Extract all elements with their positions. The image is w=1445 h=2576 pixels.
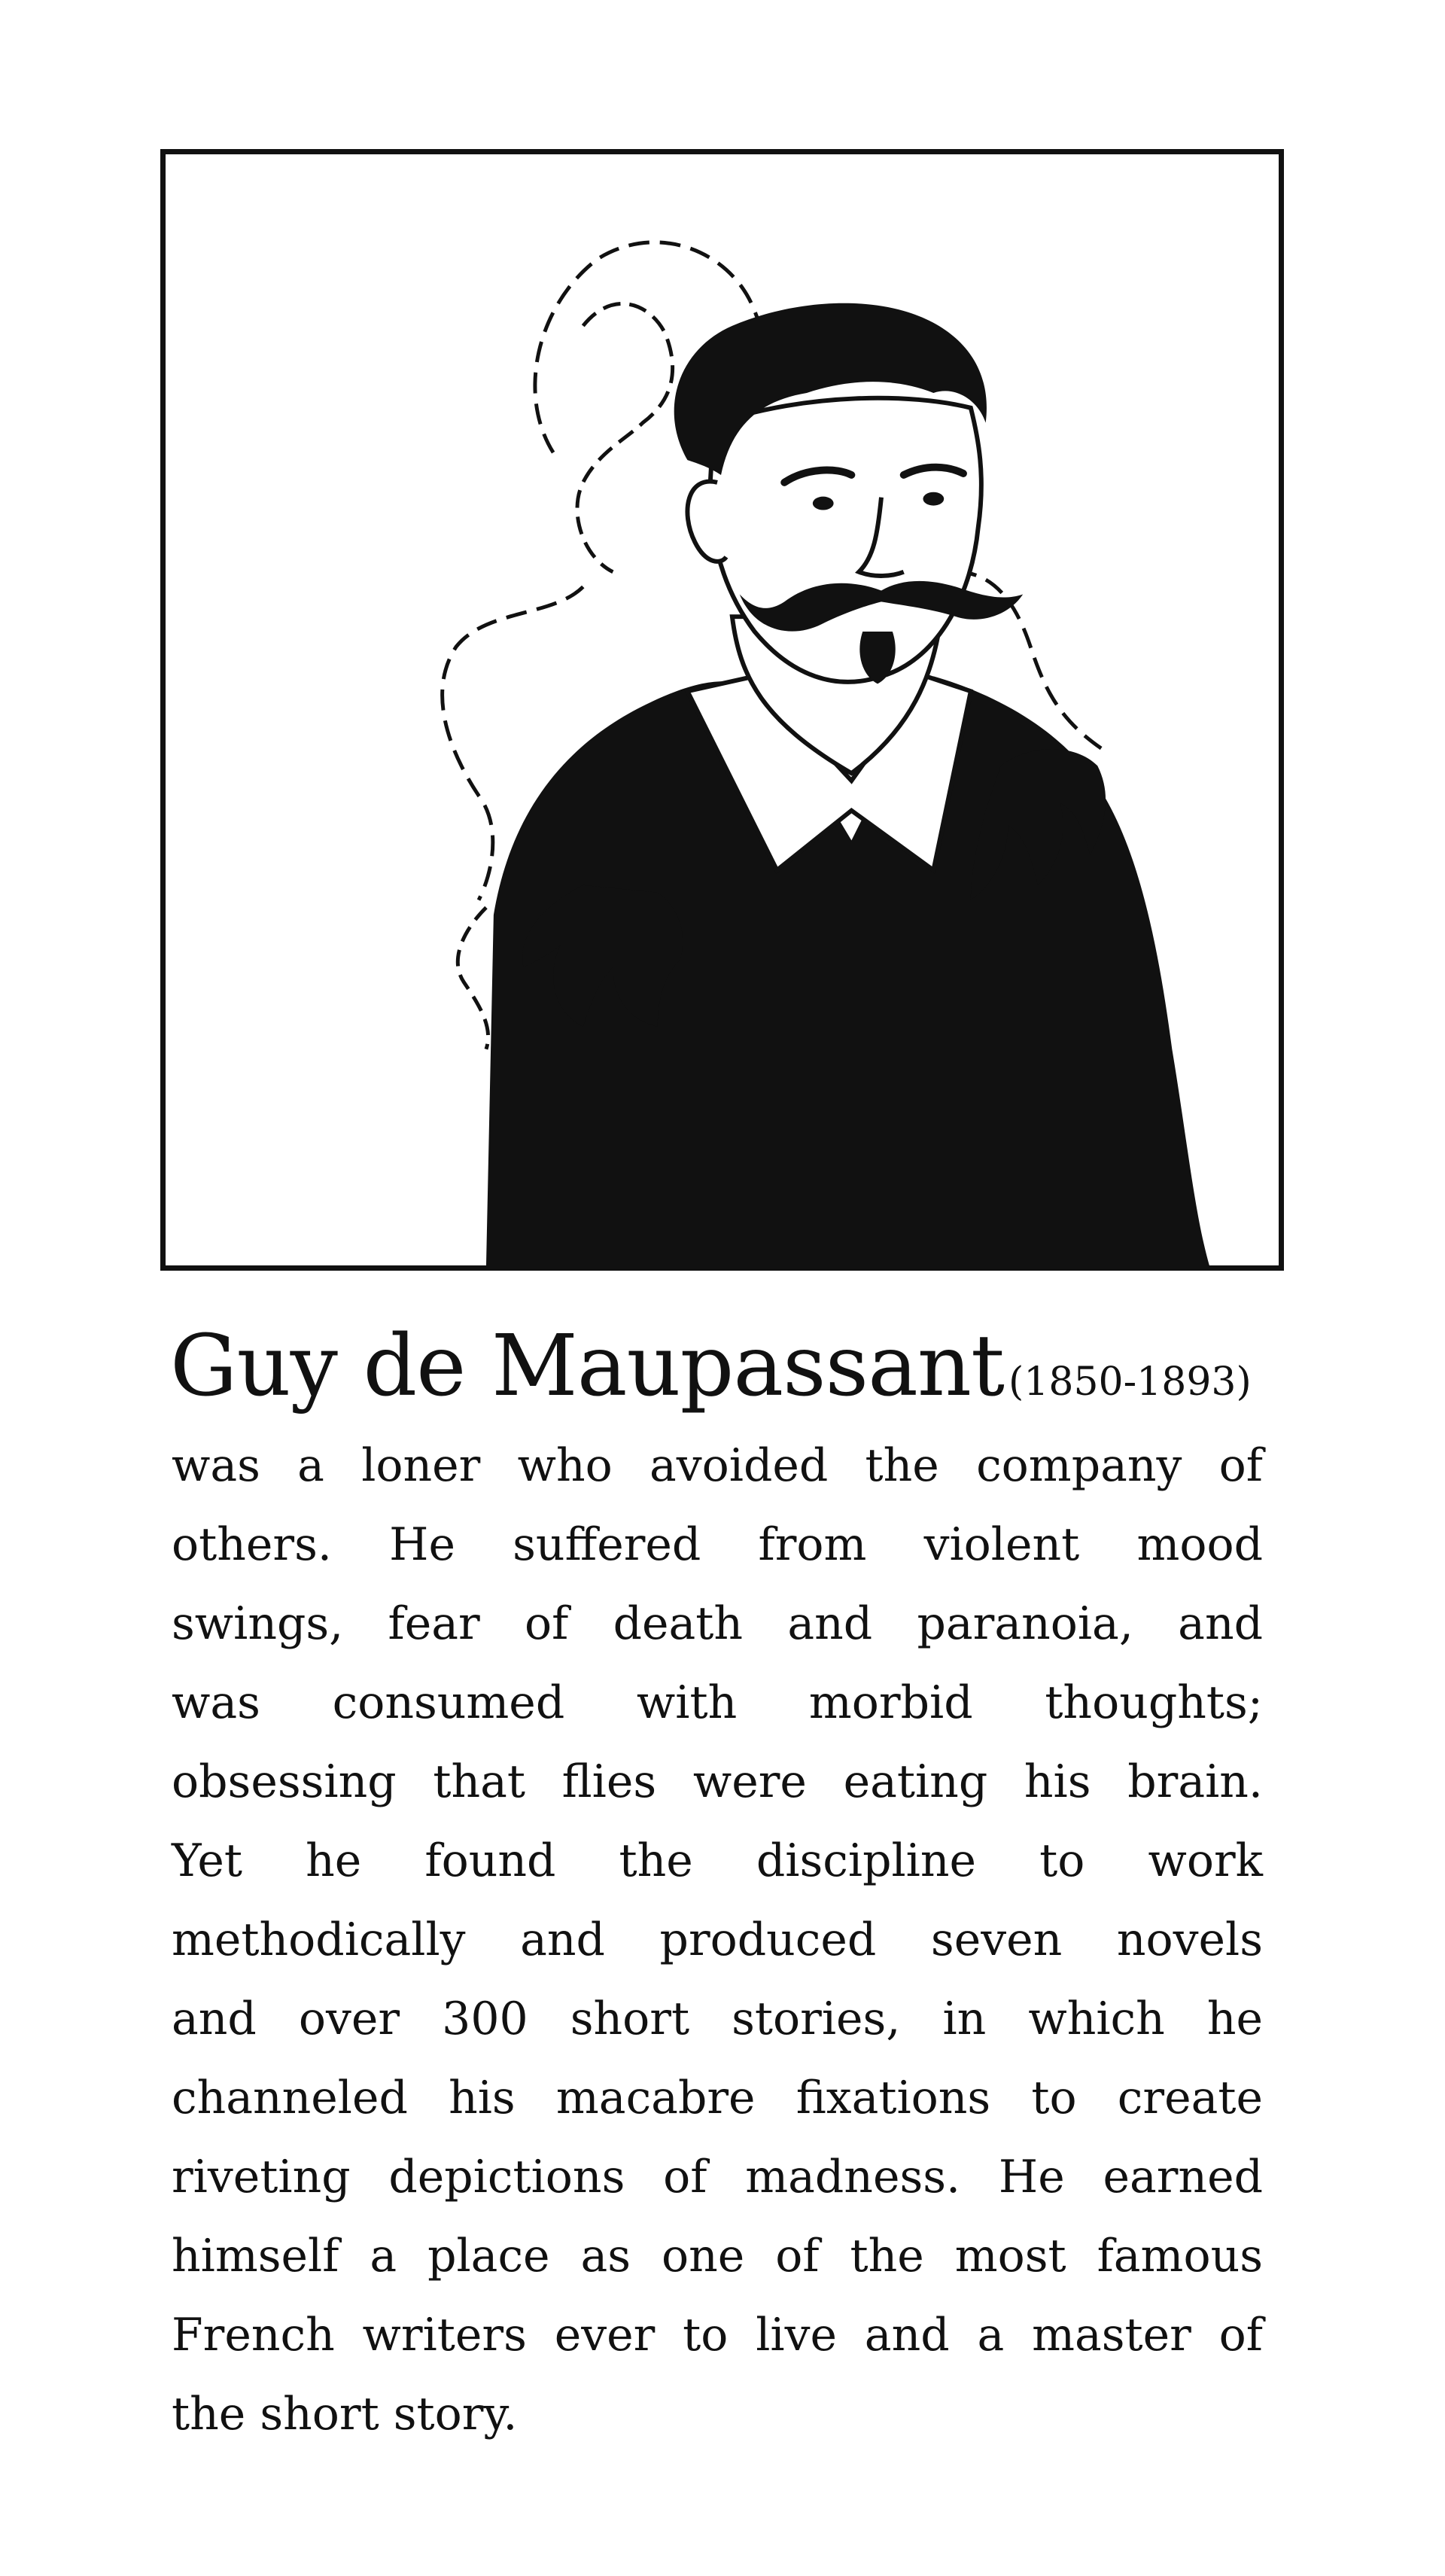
bio-line: was a loner who avoided the company of — [172, 1439, 1263, 1492]
bio-line: obsessing that flies were eating his brain. — [172, 1755, 1263, 1808]
bio-line: the short story. — [172, 2388, 518, 2441]
bio-line: channeled his macabre fixations to create — [172, 2072, 1263, 2124]
title-row — [170, 1302, 1284, 1430]
author-dates: (1850-1893) — [1008, 1360, 1252, 1405]
bio-line: Yet he found the discipline to work — [172, 1835, 1263, 1887]
biography-text — [172, 1427, 1263, 2454]
right-eye — [923, 492, 944, 506]
bio-line: was consumed with morbid thoughts; — [172, 1676, 1263, 1729]
bio-line: French writers ever to live and a master of — [172, 2309, 1263, 2361]
bio-line: methodically and produced seven novels — [172, 1914, 1263, 1966]
bio-line: himself a place as one of the most famous — [172, 2230, 1263, 2282]
bio-line: others. He suffered from violent mood — [172, 1518, 1263, 1571]
portrait-drawing — [166, 154, 1279, 1265]
bio-line: swings, fear of death and paranoia, and — [172, 1597, 1263, 1650]
bio-line: and over 300 short stories, in which he — [172, 1993, 1263, 2045]
author-name: Guy de Maupassant — [170, 1317, 1004, 1415]
portrait-illustration — [160, 149, 1284, 1271]
bio-line: riveting depictions of madness. He earned — [172, 2151, 1263, 2203]
left-eye — [813, 497, 834, 510]
ghost-outline-right — [577, 303, 673, 571]
